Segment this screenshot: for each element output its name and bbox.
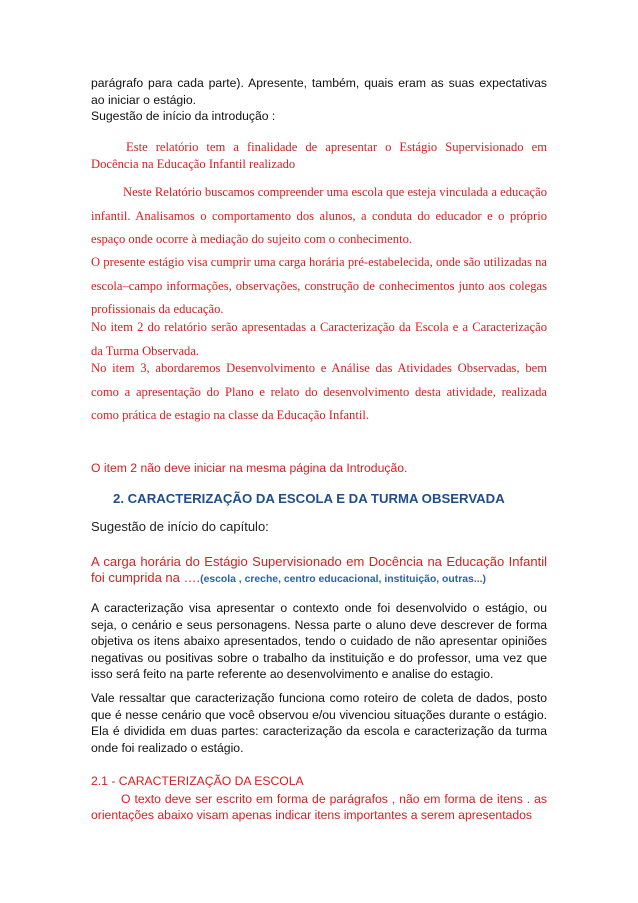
chapter-opening-text: A carga horária do Estágio Supervisionado em Docência na Educação Infantil foi cumprida na …. [91,554,547,585]
intro-item3-paragraph: No item 3, abordaremos Desenvolvimento e Análise das Atividades Observadas, bem como a apresentação do Plano e relato do desenvolvimento desta atividade, realizada como prática de estagio na classe da Educação Infantil. [91,361,547,422]
paragraph-format-instructions: O texto deve ser escrito em forma de parágrafos , não em forma de itens . as orientações abaixo visam apenas indicar itens importantes a serem apresentados [91,792,547,822]
intro-report-purpose-paragraph: Neste Relatório buscamos compreender uma escola que esteja vinculada a educação infantil. Analisamos o comportamento dos alunos, a conduta do educador e o próprio espaço onde ocorre à mediação do sujeito com o conhecimento. [91,185,547,246]
item2-page-note: O item 2 não deve iniciar na mesma página da Introdução. [91,461,408,475]
characterization-roadmap-paragraph: Vale ressaltar que caracterização funciona como roteiro de coleta de dados, posto que é nesse cenário que você observou e/ou vivenciou situações durante o estágio. Ela é dividida em duas partes: caracterização da escola e caracterização da turma onde foi realizado o estágio. [91,691,547,755]
intro-internship-workload-paragraph: O presente estágio visa cumprir uma carga horária pré-estabelecida, onde são utilizadas na escola–campo informações, observações, construção de conhecimentos junto aos colegas profissionais da educação. [91,255,547,316]
section-2-heading: 2. CARACTERIZAÇÃO DA ESCOLA E DA TURMA OBSERVADA [113,491,505,506]
intro-suggestion-label: Sugestão de início da introdução : [91,109,276,123]
section-2-1-heading: 2.1 - CARACTERIZAÇÃO DA ESCOLA [91,774,304,788]
institution-type-options: (escola , creche, centro educacional, instituição, outras...) [200,574,486,585]
chapter-suggestion-label: Sugestão de início do capítulo: [91,519,269,534]
intro-opening-paragraph: Este relatório tem a finalidade de apresentar o Estágio Supervisionado em Docência na Educação Infantil realizado [91,140,547,171]
characterization-description-paragraph: A caracterização visa apresentar o contexto onde foi desenvolvido o estágio, ou seja, o cenário e seus personagens. Nessa parte o aluno deve descrever de forma objetiva os itens abaixo apresentados, tendo o cuidado de não apresentar opiniões negativas ou positivas sobre o trabalho da instituição e do professor, uma vez que isso será feito na parte referente ao desenvolvimento e analise do estagio. [91,601,547,681]
intro-item2-paragraph: No item 2 do relatório serão apresentadas a Caracterização da Escola e a Caracterização da Turma Observada. [91,320,547,358]
intro-instructions-paragraph: parágrafo para cada parte). Apresente, também, quais eram as suas expectativas ao iniciar o estágio. [91,76,547,107]
chapter-opening-paragraph [91,554,547,588]
